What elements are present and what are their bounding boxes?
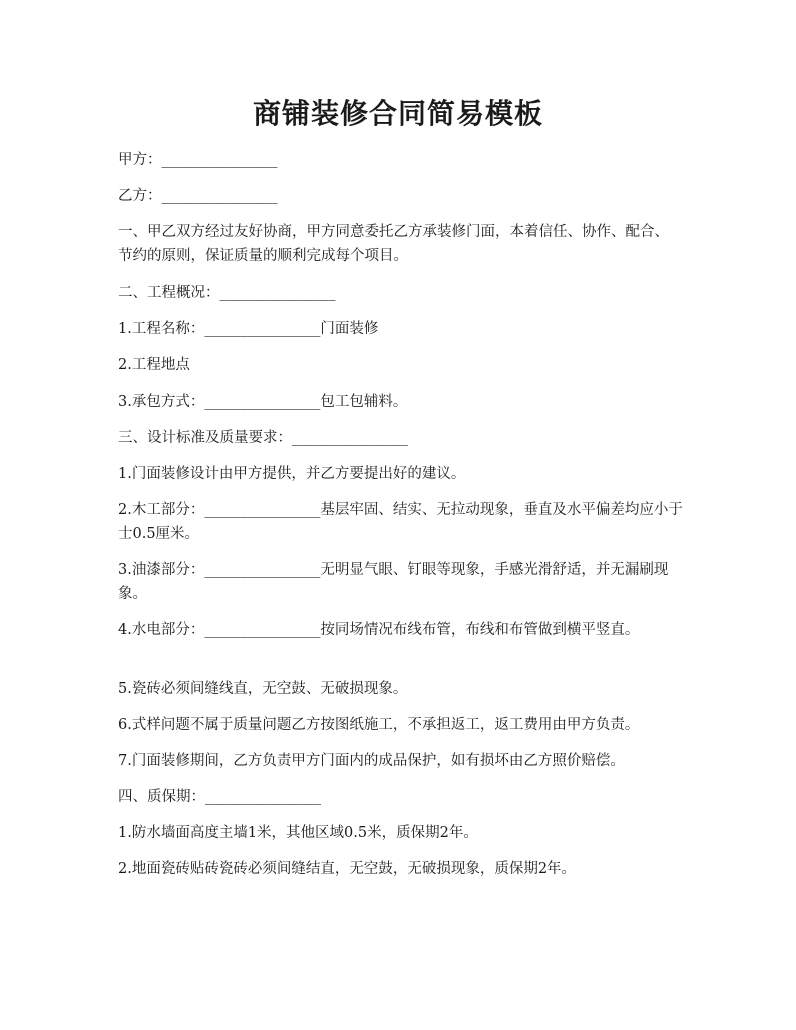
- clause-paragraph: 2.地面瓷砖贴砖瓷砖必须间缝结直，无空鼓，无破损现象，质保期2年。: [118, 861, 577, 877]
- clause-paragraph: 1.门面装修设计由甲方提供，并乙方要提出好的建议。: [118, 466, 466, 482]
- clause-paragraph: 3.油漆部分：________________无明显气眼、钉眼等现象，手感光滑舒适，并无漏刷现象。: [118, 562, 669, 602]
- clause-paragraph: 1.防水墙面高度主墙1米，其他区域0.5米，质保期2年。: [118, 825, 478, 841]
- section-2-heading: 二、工程概况：________________: [118, 285, 336, 301]
- section-1-paragraph: 一、甲乙双方经过友好协商，甲方同意委托乙方承装修门面，本着信任、协作、配合、节约的原则，保证质量的顺利完成每个项目。: [118, 224, 669, 264]
- section-4-heading: 四、质保期：________________: [118, 789, 321, 805]
- clause-paragraph: 4.水电部分：________________按同场情况布线布管，布线和布管做到横平竖直。: [118, 622, 640, 638]
- clause-paragraph: 3.承包方式：________________包工包辅料。: [118, 394, 408, 410]
- party-b-line: 乙方：________________: [118, 188, 278, 204]
- document-title: 商铺装修合同简易模板: [252, 97, 543, 130]
- clause-paragraph: 2.木工部分：________________基层牢固、结实、无拉动现象，垂直及水平偏差均应小于士0.5厘米。: [118, 502, 683, 542]
- party-a-line: 甲方：________________: [118, 152, 278, 168]
- clause-paragraph: 5.瓷砖必须间缝线直，无空鼓、无破损现象。: [118, 681, 408, 697]
- clause-paragraph: 1.工程名称：________________门面装修: [118, 321, 379, 337]
- clause-paragraph: 7.门面装修期间，乙方负责甲方门面内的成品保护，如有损坏由乙方照价赔偿。: [118, 753, 625, 769]
- clause-paragraph: 2.工程地点: [118, 357, 190, 373]
- clause-paragraph: 6.式样问题不属于质量问题乙方按图纸施工，不承担返工，返工费用由甲方负责。: [118, 717, 640, 733]
- section-3-heading: 三、设计标准及质量要求：________________: [118, 430, 408, 446]
